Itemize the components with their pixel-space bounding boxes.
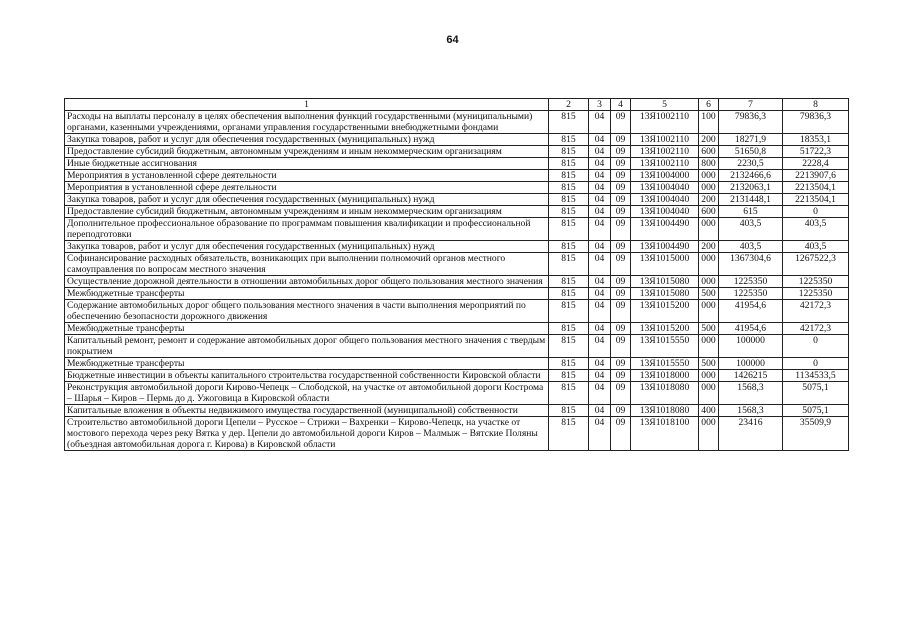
row-description: Закупка товаров, работ и услуг для обеспечения государственных (муниципальных) нужд	[65, 194, 549, 206]
row-amount-year-2: 2213504,1	[783, 182, 849, 194]
row-amount-year-2: 0	[783, 335, 849, 358]
row-expense-type: 600	[699, 146, 719, 158]
table-row	[65, 405, 849, 417]
row-amount-year-1: 1426215	[719, 370, 783, 382]
row-expense-type: 200	[699, 194, 719, 206]
row-subsection: 09	[611, 158, 631, 170]
budget-table	[64, 98, 849, 451]
row-section: 04	[589, 358, 611, 370]
row-description: Мероприятия в установленной сфере деятельности	[65, 170, 549, 182]
row-amount-year-2: 2228,4	[783, 158, 849, 170]
table-row	[65, 241, 849, 253]
header-cell: 8	[783, 99, 849, 111]
row-ministry-code: 815	[549, 111, 589, 134]
row-amount-year-2: 2213907,6	[783, 170, 849, 182]
row-amount-year-2: 51722,3	[783, 146, 849, 158]
row-ministry-code: 815	[549, 134, 589, 146]
row-ministry-code: 815	[549, 182, 589, 194]
table-row	[65, 253, 849, 276]
table-row	[65, 111, 849, 134]
row-ministry-code: 815	[549, 382, 589, 405]
row-target-article: 13Я1004040	[631, 182, 699, 194]
row-subsection: 09	[611, 241, 631, 253]
row-subsection: 09	[611, 146, 631, 158]
row-expense-type: 000	[699, 382, 719, 405]
row-target-article: 13Я1004490	[631, 218, 699, 241]
row-amount-year-2: 0	[783, 206, 849, 218]
row-expense-type: 000	[699, 300, 719, 323]
table-row	[65, 335, 849, 358]
row-section: 04	[589, 182, 611, 194]
row-expense-type: 800	[699, 158, 719, 170]
row-section: 04	[589, 335, 611, 358]
row-target-article: 13Я1018080	[631, 382, 699, 405]
row-amount-year-1: 2132063,1	[719, 182, 783, 194]
row-ministry-code: 815	[549, 253, 589, 276]
row-amount-year-2: 42172,3	[783, 300, 849, 323]
row-amount-year-1: 79836,3	[719, 111, 783, 134]
row-expense-type: 000	[699, 253, 719, 276]
header-cell: 1	[65, 99, 549, 111]
header-cell: 3	[589, 99, 611, 111]
row-ministry-code: 815	[549, 335, 589, 358]
row-amount-year-1: 2132466,6	[719, 170, 783, 182]
row-target-article: 13Я1004040	[631, 206, 699, 218]
row-ministry-code: 815	[549, 405, 589, 417]
row-amount-year-1: 100000	[719, 335, 783, 358]
row-subsection: 09	[611, 194, 631, 206]
table-row	[65, 158, 849, 170]
row-target-article: 13Я1002110	[631, 158, 699, 170]
row-section: 04	[589, 241, 611, 253]
row-section: 04	[589, 288, 611, 300]
row-amount-year-1: 51650,8	[719, 146, 783, 158]
row-amount-year-2: 1134533,5	[783, 370, 849, 382]
row-subsection: 09	[611, 288, 631, 300]
row-description: Софинансирование расходных обязательств, возникающих при выполнении полномочий органов местного самоуправления по вопросам местного значения	[65, 253, 549, 276]
row-amount-year-2: 2213504,1	[783, 194, 849, 206]
row-section: 04	[589, 276, 611, 288]
row-amount-year-1: 100000	[719, 358, 783, 370]
row-amount-year-1: 1225350	[719, 288, 783, 300]
row-description: Мероприятия в установленной сфере деятельности	[65, 182, 549, 194]
table-row	[65, 206, 849, 218]
row-description: Капитальные вложения в объекты недвижимого имущества государственной (муниципальной) собственности	[65, 405, 549, 417]
header-cell: 7	[719, 99, 783, 111]
row-ministry-code: 815	[549, 194, 589, 206]
row-description: Закупка товаров, работ и услуг для обеспечения государственных (муниципальных) нужд	[65, 134, 549, 146]
row-amount-year-1: 1568,3	[719, 405, 783, 417]
row-expense-type: 000	[699, 370, 719, 382]
row-expense-type: 000	[699, 335, 719, 358]
table-row	[65, 276, 849, 288]
row-subsection: 09	[611, 111, 631, 134]
row-amount-year-2: 35509,9	[783, 417, 849, 451]
row-amount-year-2: 0	[783, 358, 849, 370]
row-section: 04	[589, 194, 611, 206]
row-expense-type: 200	[699, 241, 719, 253]
row-target-article: 13Я1015550	[631, 358, 699, 370]
row-target-article: 13Я1018000	[631, 370, 699, 382]
table-row	[65, 288, 849, 300]
row-description: Строительство автомобильной дороги Цепели – Русское – Стрижи – Вахренки – Кирово-Чепецк, на участке от мостового перехода через реку Вятка у дер. Цепели до автомобильной дороги Киров – Малмыж – Вятские Поляны (объездная автомобильная дорога г. Кирова) в Кировской области	[65, 417, 549, 451]
row-description: Предоставление субсидий бюджетным, автономным учреждениям и иным некоммерческим организациям	[65, 206, 549, 218]
row-expense-type: 000	[699, 276, 719, 288]
row-target-article: 13Я1015000	[631, 253, 699, 276]
row-section: 04	[589, 170, 611, 182]
row-section: 04	[589, 405, 611, 417]
row-section: 04	[589, 382, 611, 405]
row-subsection: 09	[611, 370, 631, 382]
row-subsection: 09	[611, 134, 631, 146]
row-description: Осуществление дорожной деятельности в отношении автомобильных дорог общего пользования местного значения	[65, 276, 549, 288]
row-amount-year-1: 1367304,6	[719, 253, 783, 276]
row-subsection: 09	[611, 170, 631, 182]
row-expense-type: 600	[699, 206, 719, 218]
header-cell: 2	[549, 99, 589, 111]
row-ministry-code: 815	[549, 276, 589, 288]
table-row	[65, 134, 849, 146]
row-section: 04	[589, 146, 611, 158]
row-amount-year-2: 403,5	[783, 218, 849, 241]
table-header-row	[65, 99, 849, 111]
row-subsection: 09	[611, 300, 631, 323]
row-subsection: 09	[611, 417, 631, 451]
table-row	[65, 194, 849, 206]
row-amount-year-2: 18353,1	[783, 134, 849, 146]
row-amount-year-1: 1225350	[719, 276, 783, 288]
table-row	[65, 300, 849, 323]
row-ministry-code: 815	[549, 241, 589, 253]
row-target-article: 13Я1004000	[631, 170, 699, 182]
row-ministry-code: 815	[549, 146, 589, 158]
table-row	[65, 382, 849, 405]
table-row	[65, 218, 849, 241]
row-description: Расходы на выплаты персоналу в целях обеспечения выполнения функций государственными (муниципальными) органами, казенными учреждениями, органами управления государственными внебюджетными фондами	[65, 111, 549, 134]
row-section: 04	[589, 111, 611, 134]
row-description: Капитальный ремонт, ремонт и содержание автомобильных дорог общего пользования местного значения с твердым покрытием	[65, 335, 549, 358]
row-amount-year-1: 615	[719, 206, 783, 218]
row-section: 04	[589, 323, 611, 335]
row-section: 04	[589, 134, 611, 146]
row-description: Иные бюджетные ассигнования	[65, 158, 549, 170]
header-cell: 6	[699, 99, 719, 111]
row-description: Межбюджетные трансферты	[65, 358, 549, 370]
table-row	[65, 170, 849, 182]
row-description: Содержание автомобильных дорог общего пользования местного значения в части выполнения мероприятий по обеспечению безопасности дорожного движения	[65, 300, 549, 323]
row-subsection: 09	[611, 358, 631, 370]
row-amount-year-1: 23416	[719, 417, 783, 451]
table-row	[65, 417, 849, 451]
row-target-article: 13Я1018080	[631, 405, 699, 417]
row-target-article: 13Я1015200	[631, 323, 699, 335]
row-ministry-code: 815	[549, 370, 589, 382]
row-amount-year-1: 2230,5	[719, 158, 783, 170]
row-target-article: 13Я1018100	[631, 417, 699, 451]
row-amount-year-1: 1568,3	[719, 382, 783, 405]
row-description: Предоставление субсидий бюджетным, автономным учреждениям и иным некоммерческим организациям	[65, 146, 549, 158]
row-ministry-code: 815	[549, 358, 589, 370]
row-target-article: 13Я1015550	[631, 335, 699, 358]
page-number: 64	[446, 34, 459, 46]
row-target-article: 13Я1015080	[631, 288, 699, 300]
row-expense-type: 500	[699, 288, 719, 300]
row-subsection: 09	[611, 218, 631, 241]
row-description: Дополнительное профессиональное образование по программам повышения квалификации и профессиональной переподготовки	[65, 218, 549, 241]
row-ministry-code: 815	[549, 288, 589, 300]
row-target-article: 13Я1004040	[631, 194, 699, 206]
row-amount-year-1: 2131448,1	[719, 194, 783, 206]
row-ministry-code: 815	[549, 206, 589, 218]
table-row	[65, 358, 849, 370]
row-expense-type: 200	[699, 134, 719, 146]
row-description: Межбюджетные трансферты	[65, 288, 549, 300]
row-ministry-code: 815	[549, 170, 589, 182]
row-amount-year-1: 41954,6	[719, 300, 783, 323]
row-ministry-code: 815	[549, 218, 589, 241]
row-subsection: 09	[611, 405, 631, 417]
row-section: 04	[589, 370, 611, 382]
row-amount-year-2: 403,5	[783, 241, 849, 253]
row-ministry-code: 815	[549, 300, 589, 323]
row-amount-year-2: 1225350	[783, 288, 849, 300]
row-target-article: 13Я1004490	[631, 241, 699, 253]
row-ministry-code: 815	[549, 323, 589, 335]
row-target-article: 13Я1015080	[631, 276, 699, 288]
row-description: Межбюджетные трансферты	[65, 323, 549, 335]
row-expense-type: 000	[699, 182, 719, 194]
row-target-article: 13Я1002110	[631, 111, 699, 134]
row-expense-type: 000	[699, 170, 719, 182]
row-expense-type: 400	[699, 405, 719, 417]
table-row	[65, 182, 849, 194]
row-amount-year-2: 5075,1	[783, 382, 849, 405]
row-description: Бюджетные инвестиции в объекты капитального строительства государственной собственности Кировской области	[65, 370, 549, 382]
table-row	[65, 323, 849, 335]
row-subsection: 09	[611, 323, 631, 335]
row-amount-year-2: 5075,1	[783, 405, 849, 417]
table-row	[65, 146, 849, 158]
row-ministry-code: 815	[549, 417, 589, 451]
row-target-article: 13Я1002110	[631, 146, 699, 158]
row-section: 04	[589, 158, 611, 170]
row-subsection: 09	[611, 276, 631, 288]
row-section: 04	[589, 300, 611, 323]
row-section: 04	[589, 417, 611, 451]
row-section: 04	[589, 253, 611, 276]
row-amount-year-1: 403,5	[719, 218, 783, 241]
row-expense-type: 000	[699, 417, 719, 451]
row-expense-type: 500	[699, 323, 719, 335]
row-ministry-code: 815	[549, 158, 589, 170]
table-row	[65, 370, 849, 382]
row-expense-type: 500	[699, 358, 719, 370]
row-amount-year-1: 41954,6	[719, 323, 783, 335]
row-target-article: 13Я1002110	[631, 134, 699, 146]
row-amount-year-1: 18271,9	[719, 134, 783, 146]
row-amount-year-2: 1225350	[783, 276, 849, 288]
row-amount-year-2: 79836,3	[783, 111, 849, 134]
row-target-article: 13Я1015200	[631, 300, 699, 323]
row-section: 04	[589, 218, 611, 241]
row-subsection: 09	[611, 182, 631, 194]
row-subsection: 09	[611, 253, 631, 276]
row-description: Реконструкция автомобильной дороги Кирово-Чепецк – Слободской, на участке от автомобильной дороги Кострома – Шарья – Киров – Пермь до д. Ужоговица в Кировской области	[65, 382, 549, 405]
row-expense-type: 000	[699, 218, 719, 241]
header-cell: 4	[611, 99, 631, 111]
header-cell: 5	[631, 99, 699, 111]
row-description: Закупка товаров, работ и услуг для обеспечения государственных (муниципальных) нужд	[65, 241, 549, 253]
row-subsection: 09	[611, 382, 631, 405]
row-expense-type: 100	[699, 111, 719, 134]
row-amount-year-2: 1267522,3	[783, 253, 849, 276]
row-amount-year-2: 42172,3	[783, 323, 849, 335]
row-subsection: 09	[611, 335, 631, 358]
row-subsection: 09	[611, 206, 631, 218]
row-amount-year-1: 403,5	[719, 241, 783, 253]
row-section: 04	[589, 206, 611, 218]
